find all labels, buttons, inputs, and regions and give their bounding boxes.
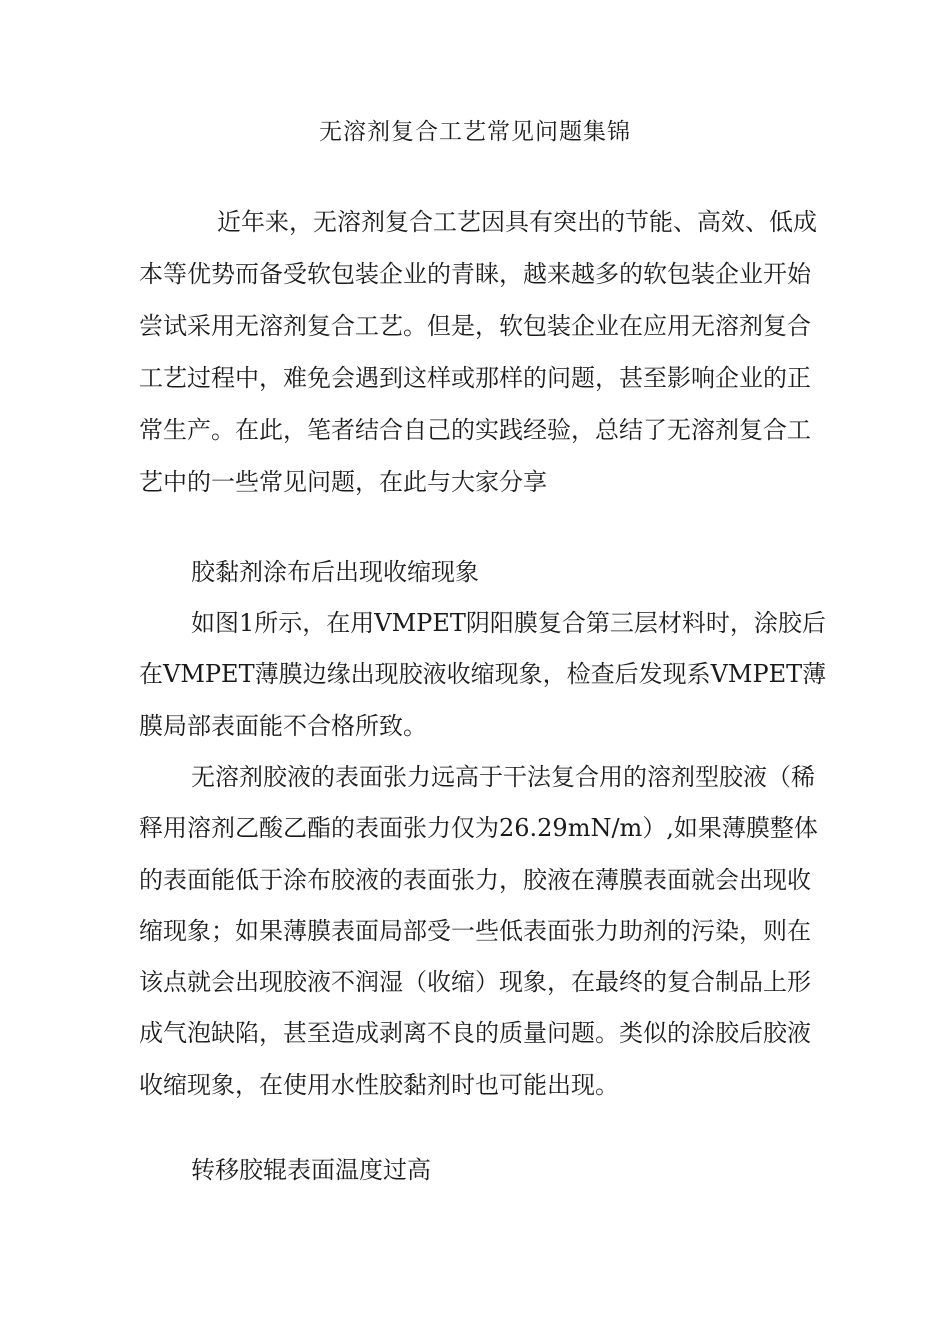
section-heading-roller-temperature: 转移胶辊表面温度过高 [191, 1156, 431, 1184]
section-heading-shrinkage: 胶黏剂涂布后出现收缩现象 [191, 558, 479, 586]
document-title: 无溶剂复合工艺常见问题集锦 [319, 119, 631, 145]
shrinkage-paragraph-2: 无溶剂胶液的表面张力远高于干法复合用的溶剂型胶液（稀释用溶剂乙酸乙酯的表面张力仅为26.29mN/m）,如果薄膜整体的表面能低于涂布胶液的表面张力，胶液在薄膜表面就会出现收缩现象；如果薄膜表面局部受一些低表面张力助剂的污染，则在该点就会出现胶液不润湿（收缩）现象，在最终的复合制品上形成气泡缺陷，甚至造成剥离不良的质量问题。类似的涂胶后胶液收缩现象，在使用水性胶黏剂时也可能出现。 [139, 763, 818, 1099]
intro-paragraph: 近年来，无溶剂复合工艺因具有突出的节能、高效、低成本等优势而备受软包装企业的青睐，越来越多的软包装企业开始尝试采用无溶剂复合工艺。但是，软包装企业在应用无溶剂复合工艺过程中，难免会遇到这样或那样的问题，甚至影响企业的正常生产。在此，笔者结合自己的实践经验，总结了无溶剂复合工艺中的一些常见问题，在此与大家分享 [139, 208, 817, 496]
shrinkage-paragraph-1: 如图1所示，在用VMPET阴阳膜复合第三层材料时，涂胶后在VMPET薄膜边缘出现胶液收缩现象，检查后发现系VMPET薄膜局部表面能不合格所致。 [139, 609, 827, 740]
